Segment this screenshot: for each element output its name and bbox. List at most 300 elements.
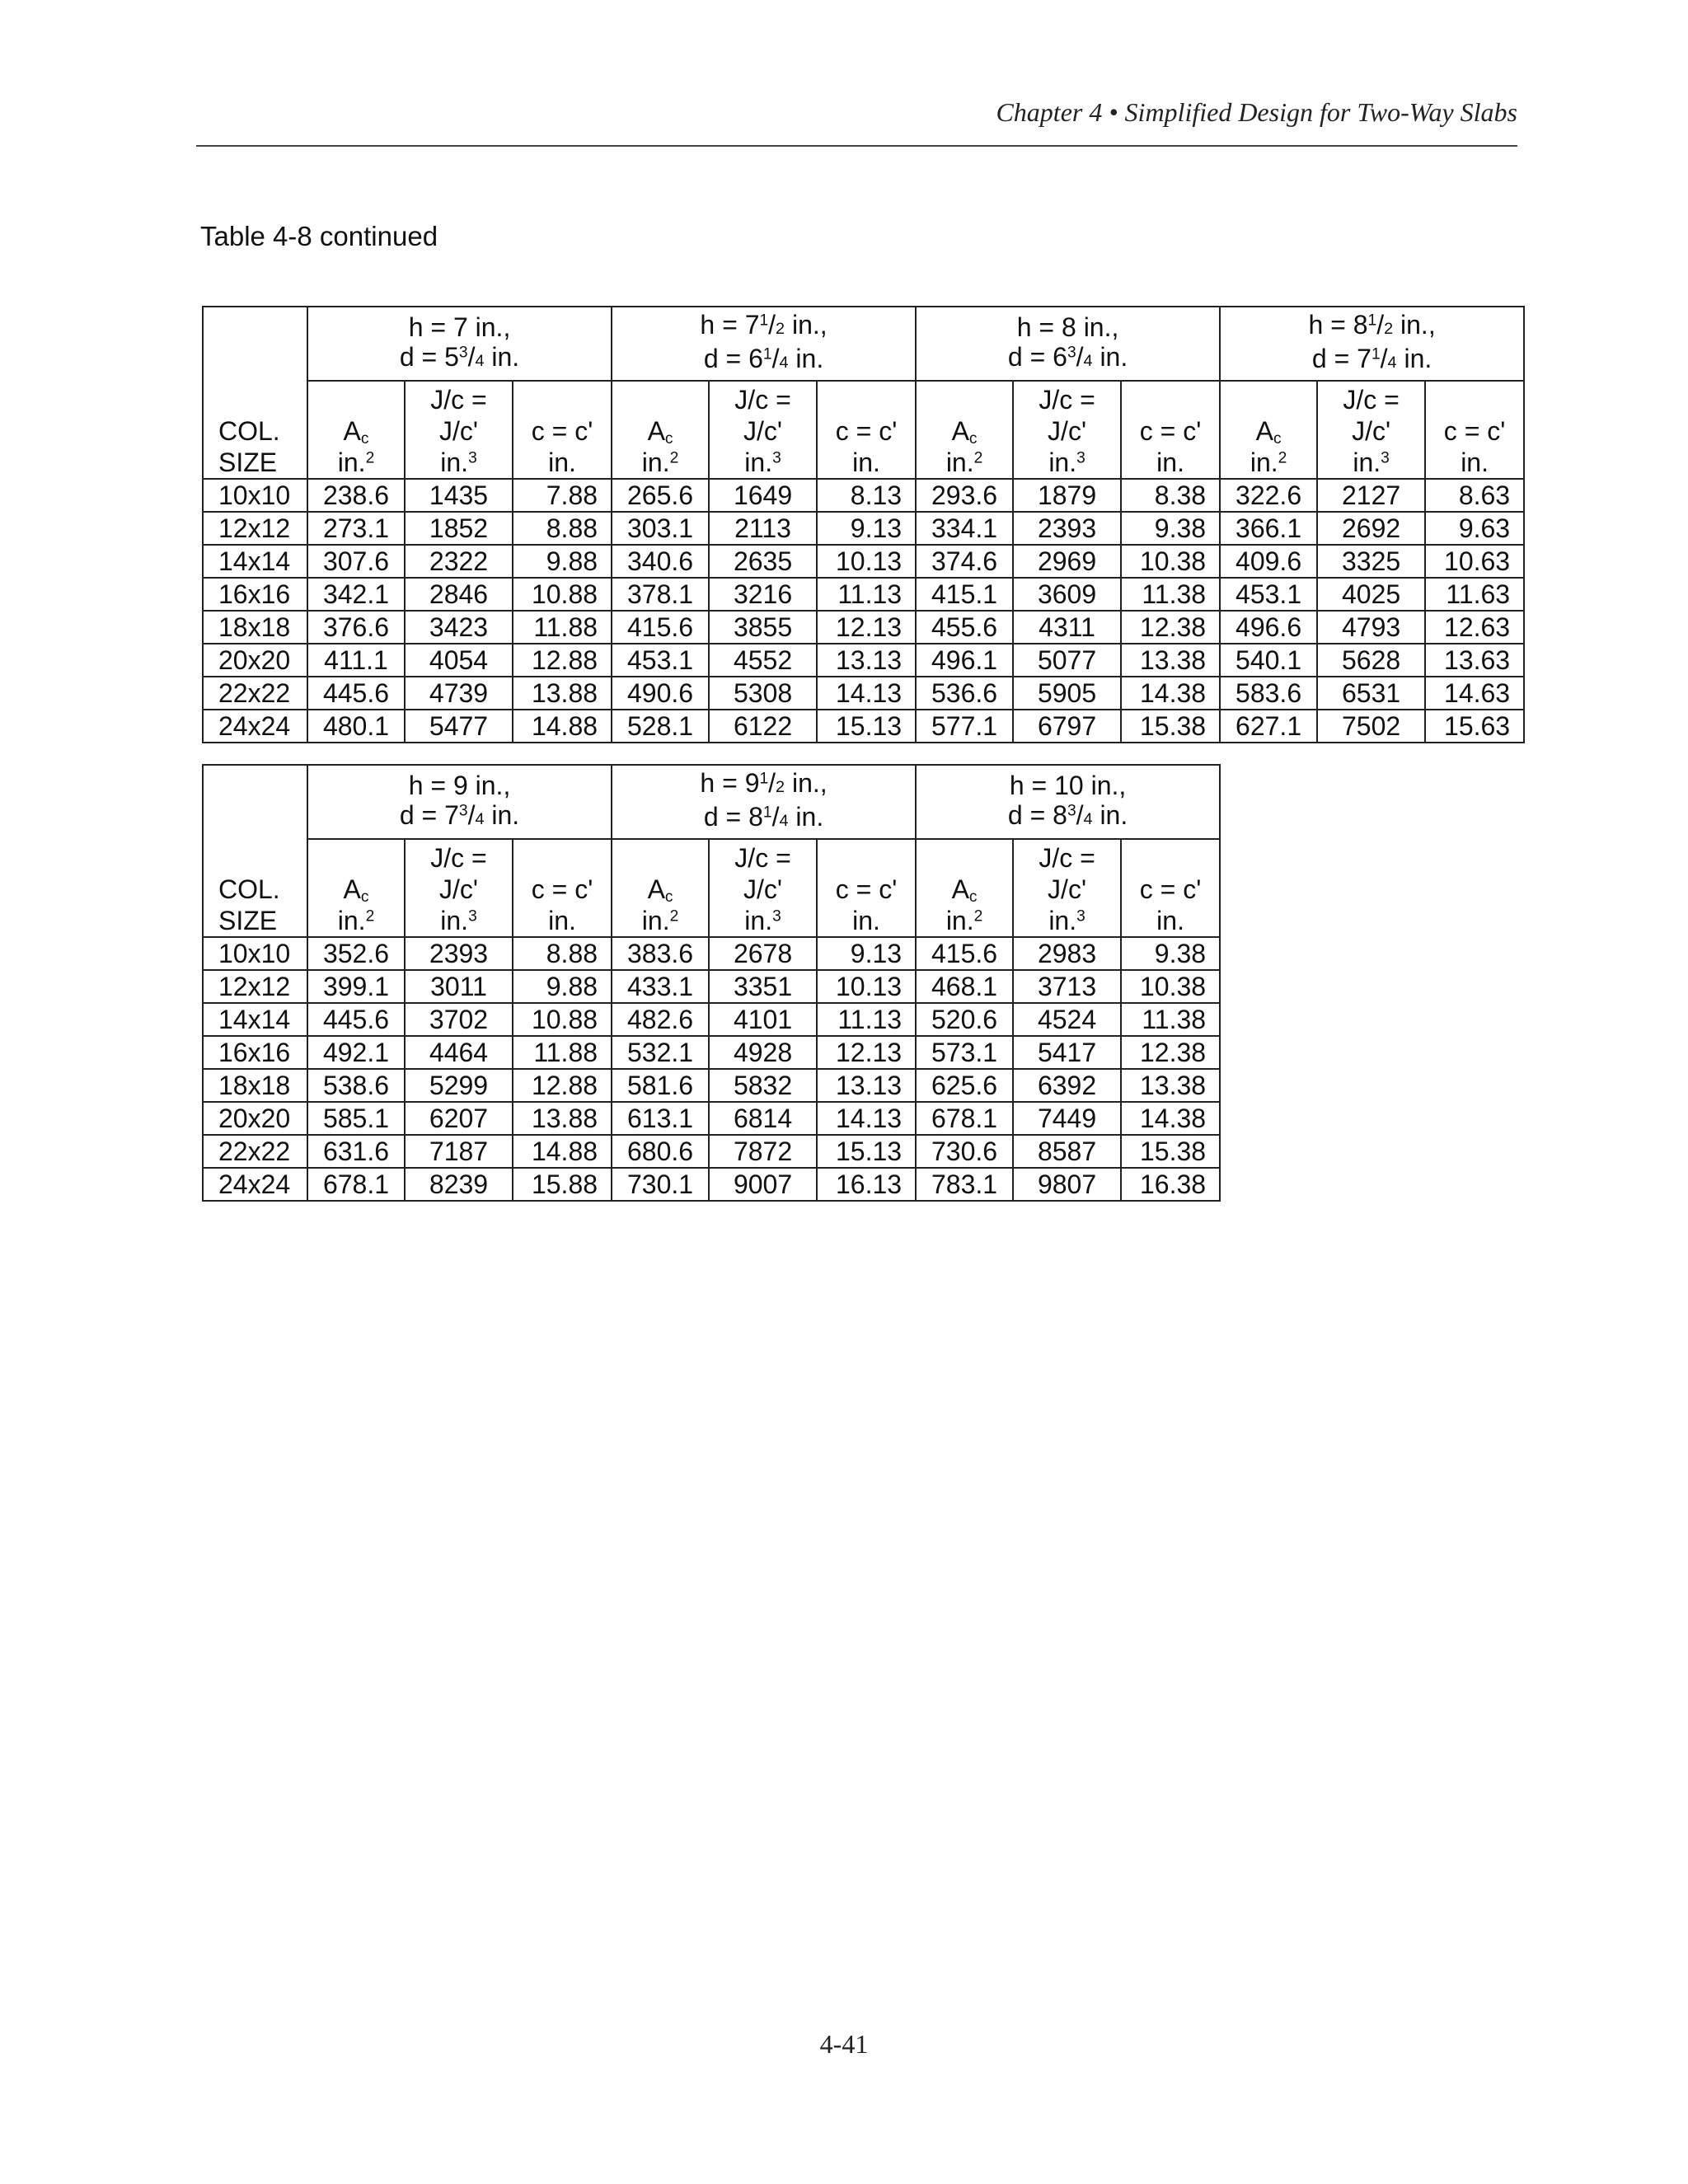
area-cell: 453.1 <box>612 644 709 677</box>
section-modulus-cell: 2322 <box>405 545 513 578</box>
area-cell: 322.6 <box>1220 479 1317 512</box>
section-modulus-cell: 1649 <box>709 479 817 512</box>
area-unit-base: in. <box>337 906 366 935</box>
area-symbol <box>315 874 397 905</box>
centroid-distance-label: c = c' <box>531 874 593 904</box>
area-cell: 577.1 <box>916 710 1013 743</box>
section-modulus-label: J/c = <box>1343 385 1400 415</box>
col-size-header <box>203 307 307 479</box>
area-cell: 340.6 <box>612 545 709 578</box>
table-row <box>203 1135 1220 1168</box>
fraction-denominator: 4 <box>1387 354 1397 372</box>
table-row <box>203 644 1524 677</box>
section-modulus-cell: 5308 <box>709 677 817 710</box>
section-modulus-header <box>1013 381 1121 479</box>
section-modulus-label-prime: J/c' <box>743 874 783 904</box>
centroid-distance-label: c = c' <box>1139 874 1202 904</box>
section-modulus-header <box>709 381 817 479</box>
section-modulus-cell: 5905 <box>1013 677 1121 710</box>
centroid-distance-unit: in. <box>1156 906 1184 935</box>
effective-depth-label-text: d = 8 <box>1007 799 1067 830</box>
fraction: $^3$/4 <box>458 341 485 372</box>
area-cell: 409.6 <box>1220 545 1317 578</box>
area-cell: 581.6 <box>612 1069 709 1102</box>
centroid-distance-cell: 14.88 <box>513 710 612 743</box>
centroid-distance-cell: 8.38 <box>1121 479 1220 512</box>
table-row <box>203 479 1524 512</box>
area-cell: 273.1 <box>307 512 405 545</box>
section-modulus-cell: 5417 <box>1013 1036 1121 1069</box>
section-modulus-label-prime: J/c' <box>1352 416 1391 446</box>
section-modulus-header <box>1013 839 1121 937</box>
slab-thickness-label <box>619 768 908 802</box>
effective-depth-label-unit: in. <box>788 344 824 373</box>
section-modulus-unit <box>1020 447 1114 478</box>
section-modulus-unit-exponent: 3 <box>468 449 477 467</box>
section-modulus-cell: 1879 <box>1013 479 1121 512</box>
area-cell: 627.1 <box>1220 710 1317 743</box>
centroid-distance-cell: 13.38 <box>1121 644 1220 677</box>
section-modulus-unit-base: in. <box>744 906 773 935</box>
centroid-distance-unit: in. <box>852 906 880 935</box>
area-cell: 376.6 <box>307 611 405 644</box>
area-cell: 480.1 <box>307 710 405 743</box>
section-modulus-unit <box>716 447 809 478</box>
section-modulus-cell: 2846 <box>405 578 513 611</box>
centroid-distance-cell: 11.13 <box>817 1003 916 1036</box>
group-header-row <box>203 765 1220 839</box>
area-symbol <box>1227 415 1310 447</box>
column-size-cell: 22x22 <box>203 677 307 710</box>
effective-depth-label-text: d = 7 <box>399 799 459 830</box>
fraction-denominator: 4 <box>1083 351 1093 370</box>
area-header <box>916 381 1013 479</box>
area-cell: 453.1 <box>1220 578 1317 611</box>
centroid-distance-header <box>513 839 612 937</box>
section-modulus-label-prime: J/c' <box>439 874 478 904</box>
effective-depth-label <box>923 800 1212 834</box>
centroid-distance-cell: 9.63 <box>1425 512 1524 545</box>
area-unit <box>619 447 701 478</box>
area-unit <box>315 905 397 936</box>
section-modulus-cell: 5077 <box>1013 644 1121 677</box>
area-cell: 613.1 <box>612 1102 709 1135</box>
slab-thickness-label-text: h = 7 in., <box>408 312 511 342</box>
section-modulus-cell: 8587 <box>1013 1135 1121 1168</box>
slab-thickness-label-text: h = 8 <box>1308 310 1368 340</box>
fraction-denominator: 4 <box>779 354 789 372</box>
section-modulus-cell: 5477 <box>405 710 513 743</box>
fraction-denominator: 4 <box>475 351 485 370</box>
effective-depth-label-text: d = 6 <box>1007 341 1067 372</box>
section-modulus-cell: 2678 <box>709 937 817 970</box>
centroid-distance-header <box>513 381 612 479</box>
centroid-distance-label: c = c' <box>835 874 898 904</box>
effective-depth-label-text: d = 5 <box>399 341 459 372</box>
centroid-distance-cell: 10.38 <box>1121 970 1220 1003</box>
section-modulus-cell: 2113 <box>709 512 817 545</box>
section-modulus-cell: 6207 <box>405 1102 513 1135</box>
centroid-distance-cell: 8.88 <box>513 512 612 545</box>
centroid-distance-cell: 12.88 <box>513 644 612 677</box>
centroid-distance-cell: 10.63 <box>1425 545 1524 578</box>
section-modulus-cell: 3713 <box>1013 970 1121 1003</box>
section-modulus-cell: 2127 <box>1317 479 1425 512</box>
area-cell: 415.1 <box>916 578 1013 611</box>
area-cell: 680.6 <box>612 1135 709 1168</box>
column-size-cell: 10x10 <box>203 937 307 970</box>
running-head: Chapter 4 • Simplified Design for Two-Way Slabs <box>996 97 1517 127</box>
centroid-distance-cell: 10.13 <box>817 545 916 578</box>
effective-depth-label <box>315 800 604 834</box>
section-modulus-label-prime: J/c' <box>1048 874 1087 904</box>
section-modulus-label: J/c = <box>430 843 487 873</box>
section-modulus-cell: 5299 <box>405 1069 513 1102</box>
thickness-group-header <box>612 307 916 381</box>
effective-depth-label <box>315 342 604 376</box>
section-modulus-label: J/c = <box>430 385 487 415</box>
area-symbol-subscript: c <box>360 429 369 448</box>
centroid-distance-cell: 9.38 <box>1121 937 1220 970</box>
fraction-denominator: 2 <box>776 778 785 796</box>
area-symbol-subscript: c <box>664 429 673 448</box>
data-table-2 <box>202 764 1221 1202</box>
area-cell: 583.6 <box>1220 677 1317 710</box>
section-modulus-cell: 3855 <box>709 611 817 644</box>
area-cell: 265.6 <box>612 479 709 512</box>
area-unit-base: in. <box>641 448 670 477</box>
fraction-numerator: 3 <box>458 801 468 819</box>
area-symbol <box>923 874 1006 905</box>
fraction-numerator: 3 <box>1067 343 1076 361</box>
centroid-distance-cell: 14.38 <box>1121 677 1220 710</box>
section-modulus-cell: 2983 <box>1013 937 1121 970</box>
area-unit-base: in. <box>337 448 366 477</box>
centroid-distance-cell: 9.13 <box>817 512 916 545</box>
centroid-distance-unit: in. <box>1461 448 1489 477</box>
area-unit <box>315 447 397 478</box>
group-header-row <box>203 307 1524 381</box>
table-row <box>203 545 1524 578</box>
section-modulus-header <box>405 381 513 479</box>
area-symbol-subscript: c <box>968 429 978 448</box>
area-unit-base: in. <box>1250 448 1278 477</box>
centroid-distance-cell: 7.88 <box>513 479 612 512</box>
column-size-cell: 14x14 <box>203 1003 307 1036</box>
section-modulus-unit-exponent: 3 <box>1381 449 1390 467</box>
area-cell: 342.1 <box>307 578 405 611</box>
effective-depth-label <box>619 802 908 836</box>
area-header <box>612 839 709 937</box>
fraction-denominator: 2 <box>776 320 785 338</box>
section-modulus-unit-base: in. <box>440 906 469 935</box>
centroid-distance-cell: 12.88 <box>513 1069 612 1102</box>
section-modulus-cell: 3351 <box>709 970 817 1003</box>
centroid-distance-cell: 13.88 <box>513 1102 612 1135</box>
column-size-cell: 10x10 <box>203 479 307 512</box>
section-modulus-cell: 3423 <box>405 611 513 644</box>
fraction: $^1$/4 <box>762 344 789 373</box>
fraction: $^3$/4 <box>458 799 485 830</box>
table-row <box>203 937 1220 970</box>
centroid-distance-unit: in. <box>1156 448 1184 477</box>
centroid-distance-cell: 15.13 <box>817 1135 916 1168</box>
fraction-numerator: 1 <box>1367 312 1377 330</box>
table-row <box>203 1036 1220 1069</box>
centroid-distance-cell: 11.88 <box>513 1036 612 1069</box>
area-cell: 540.1 <box>1220 644 1317 677</box>
slab-thickness-label-unit: in., <box>1393 310 1436 340</box>
section-modulus-cell: 6531 <box>1317 677 1425 710</box>
section-modulus-cell: 4552 <box>709 644 817 677</box>
section-modulus-cell: 6814 <box>709 1102 817 1135</box>
fraction: $^1$/4 <box>762 802 789 832</box>
table-row <box>203 1069 1220 1102</box>
area-cell: 334.1 <box>916 512 1013 545</box>
table-row <box>203 512 1524 545</box>
centroid-distance-cell: 12.38 <box>1121 1036 1220 1069</box>
area-cell: 482.6 <box>612 1003 709 1036</box>
area-symbol-subscript: c <box>664 888 673 906</box>
centroid-distance-cell: 10.88 <box>513 578 612 611</box>
centroid-distance-cell: 14.88 <box>513 1135 612 1168</box>
centroid-distance-cell: 10.38 <box>1121 545 1220 578</box>
area-header <box>612 381 709 479</box>
centroid-distance-header <box>817 381 916 479</box>
slab-thickness-label-text: h = 10 in., <box>1009 770 1127 800</box>
area-symbol <box>315 415 397 447</box>
area-cell: 352.6 <box>307 937 405 970</box>
area-cell: 536.6 <box>916 677 1013 710</box>
centroid-distance-cell: 11.13 <box>817 578 916 611</box>
slab-thickness-label <box>315 312 604 342</box>
centroid-distance-cell: 14.13 <box>817 677 916 710</box>
centroid-distance-label: c = c' <box>1139 416 1202 446</box>
section-modulus-header <box>1317 381 1425 479</box>
section-modulus-cell: 4311 <box>1013 611 1121 644</box>
area-symbol-base: A <box>343 416 361 446</box>
section-modulus-cell: 7502 <box>1317 710 1425 743</box>
section-modulus-unit-exponent: 3 <box>1076 449 1085 467</box>
area-unit-exponent: 2 <box>973 907 983 926</box>
slab-thickness-label-unit: in., <box>785 310 828 340</box>
area-symbol <box>923 415 1006 447</box>
area-header <box>307 839 405 937</box>
effective-depth-label-text: d = 7 <box>1311 344 1372 373</box>
col-label: COL. <box>218 416 280 446</box>
centroid-distance-label: c = c' <box>531 416 593 446</box>
area-symbol-subscript: c <box>1273 429 1282 448</box>
area-cell: 573.1 <box>916 1036 1013 1069</box>
area-cell: 585.1 <box>307 1102 405 1135</box>
centroid-distance-cell: 14.13 <box>817 1102 916 1135</box>
centroid-distance-cell: 15.63 <box>1425 710 1524 743</box>
fraction-numerator: 1 <box>759 312 769 330</box>
section-modulus-cell: 1852 <box>405 512 513 545</box>
centroid-distance-cell: 13.13 <box>817 1069 916 1102</box>
section-modulus-cell: 5628 <box>1317 644 1425 677</box>
area-cell: 520.6 <box>916 1003 1013 1036</box>
centroid-distance-cell: 15.13 <box>817 710 916 743</box>
effective-depth-label-unit: in. <box>1092 341 1128 372</box>
table-caption: Table 4-8 continued <box>200 221 438 251</box>
fraction: $^1$/2 <box>759 310 785 340</box>
area-cell: 445.6 <box>307 677 405 710</box>
size-label: SIZE <box>218 448 278 477</box>
centroid-distance-cell: 13.13 <box>817 644 916 677</box>
thickness-group-header <box>307 765 612 839</box>
section-modulus-cell: 5832 <box>709 1069 817 1102</box>
centroid-distance-cell: 16.38 <box>1121 1168 1220 1201</box>
centroid-distance-cell: 9.88 <box>513 545 612 578</box>
effective-depth-label <box>1227 344 1517 377</box>
centroid-distance-cell: 11.88 <box>513 611 612 644</box>
centroid-distance-cell: 14.63 <box>1425 677 1524 710</box>
section-modulus-cell: 2393 <box>1013 512 1121 545</box>
fraction-denominator: 4 <box>475 809 485 828</box>
section-modulus-unit-base: in. <box>1353 448 1381 477</box>
column-size-cell: 20x20 <box>203 1102 307 1135</box>
table-row <box>203 1168 1220 1201</box>
slab-thickness-label <box>315 771 604 800</box>
table-row <box>203 710 1524 743</box>
fraction: $^3$/4 <box>1067 799 1093 830</box>
thickness-group-header <box>307 307 612 381</box>
slab-thickness-label <box>1227 310 1517 344</box>
section-modulus-cell: 6392 <box>1013 1069 1121 1102</box>
fraction: $^1$/4 <box>1371 344 1397 373</box>
quantity-header-row <box>203 839 1220 937</box>
area-unit-exponent: 2 <box>1278 449 1287 467</box>
section-modulus-unit-base: in. <box>1048 448 1077 477</box>
centroid-distance-cell: 12.13 <box>817 1036 916 1069</box>
centroid-distance-cell: 15.88 <box>513 1168 612 1201</box>
centroid-distance-header <box>1121 839 1220 937</box>
effective-depth-label-text: d = 8 <box>703 802 763 832</box>
area-unit-exponent: 2 <box>973 449 983 467</box>
area-symbol-base: A <box>951 874 969 904</box>
centroid-distance-cell: 15.38 <box>1121 1135 1220 1168</box>
section-modulus-unit <box>1020 905 1114 936</box>
area-unit <box>923 905 1006 936</box>
column-size-cell: 20x20 <box>203 644 307 677</box>
area-unit-exponent: 2 <box>669 449 679 467</box>
area-unit-exponent: 2 <box>669 907 679 926</box>
section-modulus-header <box>709 839 817 937</box>
section-modulus-cell: 3011 <box>405 970 513 1003</box>
area-symbol-base: A <box>647 416 665 446</box>
slab-thickness-label-text: h = 9 in., <box>408 770 511 800</box>
area-cell: 374.6 <box>916 545 1013 578</box>
fraction-numerator: 1 <box>1371 345 1381 363</box>
centroid-distance-cell: 9.88 <box>513 970 612 1003</box>
section-modulus-label: J/c = <box>734 385 791 415</box>
section-modulus-cell: 3325 <box>1317 545 1425 578</box>
section-modulus-unit-exponent: 3 <box>1076 907 1085 926</box>
column-size-cell: 18x18 <box>203 611 307 644</box>
centroid-distance-unit: in. <box>548 448 576 477</box>
section-modulus-cell: 4524 <box>1013 1003 1121 1036</box>
section-modulus-unit-base: in. <box>440 448 469 477</box>
centroid-distance-label: c = c' <box>835 416 898 446</box>
section-modulus-cell: 2969 <box>1013 545 1121 578</box>
fraction-numerator: 3 <box>1067 801 1076 819</box>
column-size-cell: 16x16 <box>203 578 307 611</box>
column-size-cell: 24x24 <box>203 1168 307 1201</box>
table-row <box>203 578 1524 611</box>
column-size-cell: 12x12 <box>203 512 307 545</box>
area-cell: 783.1 <box>916 1168 1013 1201</box>
area-cell: 496.6 <box>1220 611 1317 644</box>
section-modulus-header <box>405 839 513 937</box>
area-symbol-base: A <box>343 874 361 904</box>
section-modulus-cell: 2635 <box>709 545 817 578</box>
centroid-distance-cell: 12.13 <box>817 611 916 644</box>
section-modulus-cell: 4928 <box>709 1036 817 1069</box>
slab-thickness-label-text: h = 8 in., <box>1016 312 1119 342</box>
area-cell: 411.1 <box>307 644 405 677</box>
column-size-cell: 22x22 <box>203 1135 307 1168</box>
area-cell: 678.1 <box>307 1168 405 1201</box>
centroid-distance-cell: 10.88 <box>513 1003 612 1036</box>
slab-thickness-label-text: h = 7 <box>700 310 760 340</box>
section-modulus-cell: 7872 <box>709 1135 817 1168</box>
size-label: SIZE <box>218 906 278 935</box>
area-cell: 625.6 <box>916 1069 1013 1102</box>
area-cell: 492.1 <box>307 1036 405 1069</box>
area-header <box>307 381 405 479</box>
area-cell: 468.1 <box>916 970 1013 1003</box>
header-rule <box>196 145 1517 147</box>
centroid-distance-unit: in. <box>852 448 880 477</box>
section-modulus-label-prime: J/c' <box>439 416 478 446</box>
area-symbol-subscript: c <box>360 888 369 906</box>
page-number: 4-41 <box>819 2029 869 2059</box>
slab-thickness-label <box>619 310 908 344</box>
data-table-1 <box>202 306 1525 743</box>
section-modulus-unit-exponent: 3 <box>772 449 781 467</box>
slab-thickness-label <box>923 312 1212 342</box>
section-modulus-cell: 4101 <box>709 1003 817 1036</box>
section-modulus-cell: 7187 <box>405 1135 513 1168</box>
area-symbol <box>619 415 701 447</box>
slab-thickness-label-unit: in., <box>785 768 828 798</box>
area-cell: 366.1 <box>1220 512 1317 545</box>
centroid-distance-label: c = c' <box>1443 416 1506 446</box>
section-modulus-unit-exponent: 3 <box>468 907 477 926</box>
centroid-distance-header <box>817 839 916 937</box>
fraction: $^1$/2 <box>759 768 785 798</box>
effective-depth-label-unit: in. <box>484 799 520 830</box>
column-size-cell: 14x14 <box>203 545 307 578</box>
section-modulus-cell: 4739 <box>405 677 513 710</box>
area-symbol-base: A <box>1255 416 1273 446</box>
centroid-distance-cell: 15.38 <box>1121 710 1220 743</box>
area-unit-base: in. <box>945 448 974 477</box>
effective-depth-label-unit: in. <box>788 802 824 832</box>
section-modulus-cell: 6122 <box>709 710 817 743</box>
col-size-header <box>203 765 307 937</box>
area-cell: 415.6 <box>916 937 1013 970</box>
area-cell: 730.1 <box>612 1168 709 1201</box>
area-cell: 383.6 <box>612 937 709 970</box>
fraction-denominator: 4 <box>779 812 789 830</box>
section-modulus-cell: 3702 <box>405 1003 513 1036</box>
thickness-group-header <box>916 307 1220 381</box>
section-modulus-unit <box>1325 447 1418 478</box>
section-modulus-cell: 3609 <box>1013 578 1121 611</box>
area-cell: 399.1 <box>307 970 405 1003</box>
